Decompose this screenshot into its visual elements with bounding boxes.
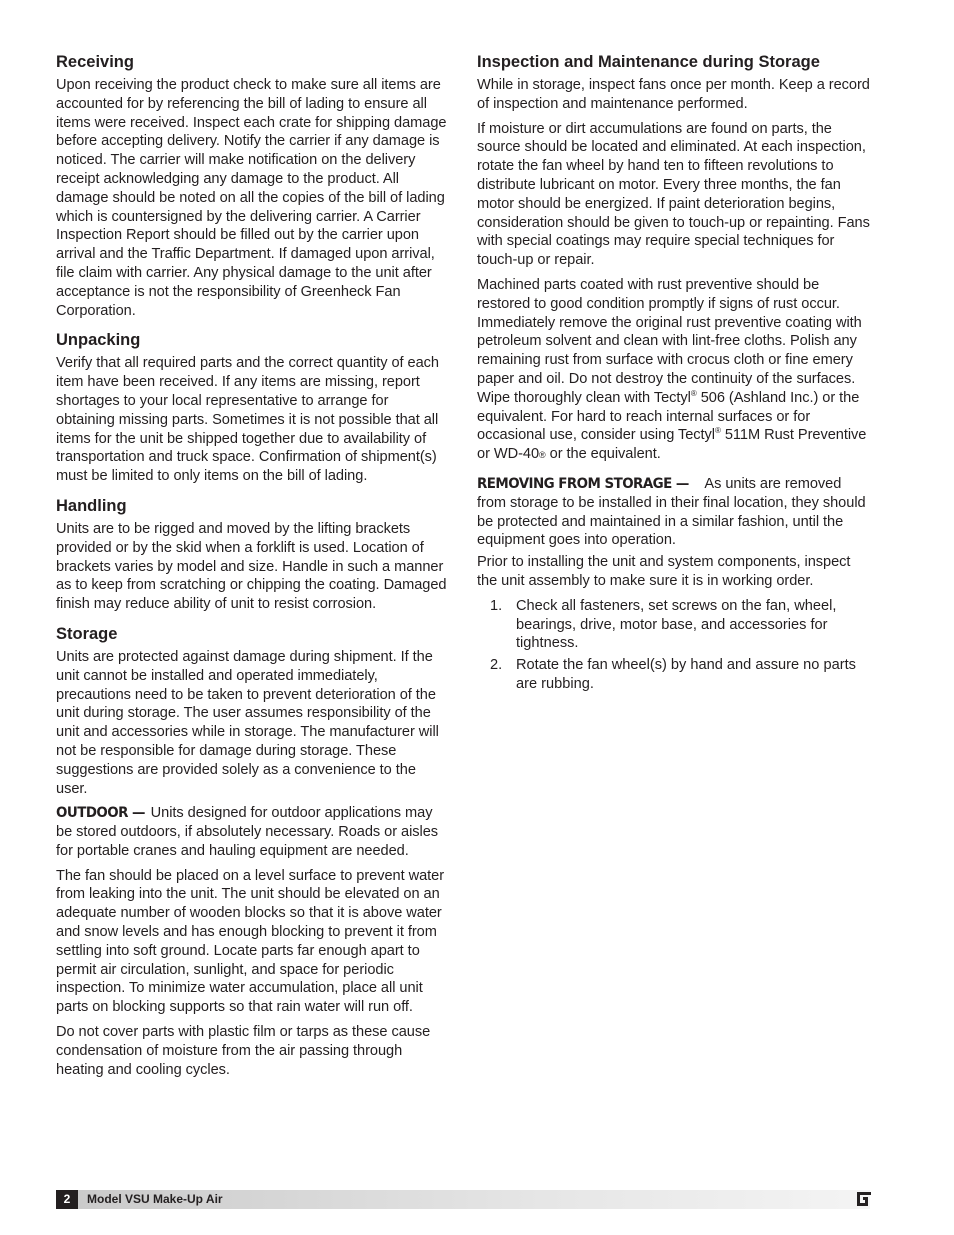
outdoor-lead: OUTDOOR — — [56, 804, 145, 822]
storage-heading: Storage — [56, 624, 118, 643]
page-number: 2 — [56, 1190, 78, 1209]
outdoor-paragraph-3: Do not cover parts with plastic film or tarps as these cause condensation of moisture from the air passing through heating and cooling cycles. — [56, 1024, 431, 1078]
step-text: Rotate the fan wheel(s) by hand and assure no parts are rubbing. — [516, 657, 856, 692]
receiving-body: Upon receiving the product check to make sure all items are accounted for by referencing the bill of lading to ensure all items were received. Inspect each crate for shipping damage before accepting delivery. Notify the carrier if any damage is noticed. The carrier will make notification on the delivery receipt acknowledging any damage to the product. All damage should be noted on all the copies of the bill of lading which is countersigned by the delivering carrier. A Carrier Inspection Report should be filled out by the carrier upon arrival and the Traffic Department. If damaged upon arrival, file claim with carrier. Any physical damage to the unit after acceptance is not the responsibility of Greenheck Fan Corporation. — [56, 77, 447, 319]
removing-paragraph — [477, 475, 871, 550]
section-inspection — [477, 52, 871, 465]
inspection-p3-part-b: 506 (Ashland Inc.) or the equivalent. For hard to reach internal surfaces or for occasional use, consider using Tectyl — [477, 389, 860, 444]
handling-body: Units are to be rigged and moved by the lifting brackets provided or by the skid when a forklift is used. Location of brackets varies by model and size. Handle in such a manner as to keep from scratching or chipping the coating. Damaged finish may reduce ability of unit to resist corrosion. — [56, 520, 447, 613]
footer-title: Model VSU Make-Up Air — [87, 1192, 223, 1206]
registered-mark: ® — [690, 388, 697, 398]
greenheck-g-logo-icon — [854, 1191, 872, 1207]
inspection-paragraph-1: While in storage, inspect fans once per month. Keep a record of inspection and maintenance performed. — [477, 77, 870, 112]
outdoor-body: Units designed for outdoor applications may be stored outdoors, if absolutely necessary. Roads or aisles for portable cranes and hauling equipment are needed. — [56, 805, 439, 859]
storage-body: Units are protected against damage during shipment. If the unit cannot be installed and operated immediately, precautions need to be taken to prevent deterioration of the unit during storage. The user assumes responsibility of the unit and accessories while in storage. The manufacturer will not be responsible for damage during storage. These suggestions are provided solely as a convenience to the user. — [56, 648, 439, 797]
registered-mark-2: ® — [715, 426, 721, 436]
removing-paragraph-2: Prior to installing the unit and system components, inspect the unit assembly to make sure it is in working order. — [477, 554, 851, 589]
section-handling — [56, 496, 450, 614]
unpacking-body: Verify that all required parts and the correct quantity of each item have been received. If any items are missing, report shortages to your local representative to arrange for obtaining missing parts. Sometimes it is not possible that all items for the unit be shipped together due to availability of transportation and truck space. Confirmation of shipment(s) must be limited to only items on the bill of lading. — [56, 355, 439, 485]
inspection-heading: Inspection and Maintenance during Storage — [477, 53, 820, 71]
inspection-paragraph-2: If moisture or dirt accumulations are found on parts, the source should be located and eliminated. At each inspection, rotate the fan wheel by hand ten to fifteen revolutions to distribute lubricant on motor. Every three months, the fan motor should be energized. If paint deterioration begins, consideration should be given to touch-up or repainting. Fans with special coatings may require special techniques for touch-up or repair. — [477, 120, 870, 269]
inspection-p3-part-d: or the equivalent. — [545, 446, 661, 463]
removing-body: As units are removed from storage to be installed in their final location, they should be protected and maintained in a similar fashion, until the equipment goes into operation. — [477, 475, 866, 549]
section-unpacking — [56, 330, 450, 486]
section-storage — [56, 624, 450, 798]
step-number: 2. — [490, 657, 503, 674]
inspection-p3-part-a: Machined parts coated with rust preventive should be restored to good condition promptly if signs of rust occur. Immediately remove the original rust preventive coating with petroleum solvent and clean with lint-free cloths. Polish any remaining rust from surface with crocus cloth or fine emery paper and oil. Do not destroy the continuity of the surfaces. Wipe thoroughly clean with Tectyl — [477, 276, 862, 406]
registered-mark-3: ® — [539, 450, 546, 461]
outdoor-paragraph — [56, 804, 450, 860]
list-item — [477, 656, 871, 694]
inspection-paragraph-3 — [477, 276, 871, 465]
right-column — [477, 52, 871, 697]
unpacking-heading: Unpacking — [56, 331, 141, 350]
list-item — [477, 597, 871, 653]
handling-heading: Handling — [56, 496, 127, 515]
footer-bar — [56, 1190, 870, 1209]
section-outdoor — [56, 804, 450, 1079]
step-number: 1. — [490, 597, 503, 614]
section-removing — [477, 475, 871, 694]
removing-steps-list — [477, 597, 871, 694]
outdoor-paragraph-2: The fan should be placed on a level surface to prevent water from leaking into the unit. The unit should be elevated on an adequate number of wooden blocks so that it is above water and snow levels and has enough blocking to prevent it from settling into soft ground. Locate parts far enough apart to permit air circulation, sunlight, and space for periodic inspection. To minimize water accumulation, place all unit parts on blocking supports so that rain water will run off. — [56, 867, 445, 1016]
section-receiving — [56, 52, 450, 320]
receiving-heading: Receiving — [56, 53, 134, 71]
inspection-p3-part-c: 511M Rust Preventive or WD-40 — [477, 427, 867, 463]
step-text: Check all fasteners, set screws on the fan, wheel, bearings, drive, motor base, and accessories for tightness. — [516, 597, 837, 652]
removing-lead: REMOVING FROM STORAGE — — [477, 474, 689, 492]
left-column — [56, 52, 450, 1085]
